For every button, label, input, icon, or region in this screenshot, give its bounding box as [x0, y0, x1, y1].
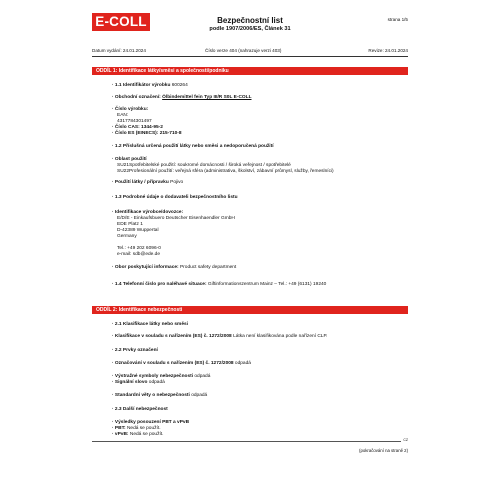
- continued-note: (pokračování na straně 2): [359, 448, 408, 453]
- product-identifier: [112, 83, 188, 89]
- section-2-heading: ODDÍL 2: Identifikace nebezpečnosti: [92, 306, 408, 314]
- label-reg-value: odpadá: [234, 361, 251, 366]
- section-1-2-heading: · 1.2 Příslušná určená použití látky nebo směsi a nedoporučená použití: [112, 144, 274, 149]
- use-label: · Použití látky / přípravku: [112, 180, 169, 185]
- su22-row: [117, 169, 334, 175]
- su22-code: SU22: [117, 169, 129, 174]
- revision-date: Revize: 24.01.2024: [368, 48, 408, 53]
- s14-label: · 1.4 Telefonní číslo pro naléhavé situace:: [112, 282, 207, 287]
- signal-word: [112, 380, 165, 386]
- version-number: Číslo verze 404 (nahrazuje verzi 403): [205, 48, 282, 53]
- su21-code: SU21: [117, 163, 129, 168]
- supplier-line: EDE Platz 1: [117, 222, 143, 227]
- pictograms-label: · Výstražné symboly nebezpečnosti: [112, 374, 194, 379]
- substance-use: [112, 180, 183, 186]
- pictograms-value: odpadá: [194, 374, 211, 379]
- label-reg-label: · Označování v souladu s nařízením (ES) č. 1272/2008: [112, 361, 234, 366]
- footer-divider: [92, 441, 408, 442]
- trade-value: Ölbindemittel fein Typ III/R S0L E-COLL: [162, 95, 252, 100]
- pbt-value: Nedá se použít.: [126, 426, 161, 431]
- supplier-line: E/D/E - Einkaufsbuero Deutscher Eisenhaendler GmbH: [117, 216, 235, 221]
- footer-language-code: CZ: [403, 438, 408, 442]
- supplier-label: · Identifikace výrobce/dovozce:: [112, 210, 184, 215]
- product-number-label: · Číslo výrobku:: [112, 107, 149, 112]
- use-area-label: · Oblast použití: [112, 157, 147, 162]
- pbt-heading: · Výsledky posouzení PBT a vPvB: [112, 420, 190, 425]
- supplier-phone: Tel.: +49 202 6096-0: [117, 246, 161, 251]
- emergency-phone: [112, 282, 326, 288]
- section-2-1-heading: · 2.1 Klasifikace látky nebo směsi: [112, 322, 188, 327]
- hazard-value: odpadá: [191, 393, 208, 398]
- cas-number: · Číslo CAS: 1344-95-2: [112, 125, 163, 130]
- labelling: [112, 361, 251, 367]
- signal-value: odpadá: [148, 380, 165, 385]
- section-2-2-heading: · 2.2 Prvky označení: [112, 348, 158, 353]
- s11-label: · 1.1 Identifikátor výrobku: [112, 83, 171, 88]
- info-label: · Obor poskytující informace:: [112, 265, 179, 270]
- classification: [112, 334, 327, 340]
- su21-text: Spotřebitelské použití: soukromé domácnosti / široká veřejnost / spotřebitelé: [129, 163, 291, 168]
- ean-value: 4317784301497: [117, 119, 152, 124]
- hazard-label: · Standardní věty o nebezpečnosti: [112, 393, 190, 398]
- page-number: strana 1/5: [387, 17, 408, 22]
- supplier-line: D-42389 Wuppertal: [117, 228, 159, 233]
- print-date: Datum vydání: 24.01.2024: [92, 48, 146, 53]
- ean-label: EAN:: [117, 113, 129, 118]
- vpvb-value: Nedá se použít.: [129, 432, 164, 437]
- section-1-heading: ODDÍL 1: Identifikace látky/směsi a společnosti/podniku: [92, 67, 408, 75]
- class-value: Látka není klasifikována podle nařízení CLP.: [233, 334, 328, 339]
- use-value: Pojivo: [170, 180, 184, 185]
- supplier-line: Germany: [117, 234, 137, 239]
- supplier-email: e-mail: sdb@ede.de: [117, 252, 161, 257]
- ec-number: · Číslo ES (EINECS): 215-710-8: [112, 131, 182, 136]
- vpvb-row: [112, 432, 163, 438]
- class-label: · Klasifikace v souladu s nařízením (ES) č. 1272/2008: [112, 334, 232, 339]
- pbt-label: · PBT:: [112, 426, 126, 431]
- s14-value: Giftinformationszentrum Mainz – Tel.: +49 (6131) 19240: [207, 282, 327, 287]
- su22-text: Profesionální použití: veřejná sféra (administrativa, školství, zábavní průmysl, služby, řemeslníci): [129, 169, 334, 174]
- hazard-statements: [112, 393, 207, 399]
- info-value: Product safety department: [179, 265, 237, 270]
- header-divider: [92, 56, 408, 57]
- information-department: [112, 265, 236, 271]
- trade-name: [112, 95, 252, 101]
- document-title: Bezpečnostní list: [217, 16, 283, 25]
- signal-label: · Signální slovo: [112, 380, 148, 385]
- section-1-3-heading: · 1.3 Podrobné údaje o dodavateli bezpečnostního listu: [112, 195, 238, 200]
- document-subtitle: podle 1907/2006/ES, Článek 31: [209, 26, 291, 32]
- trade-label: · Obchodní označení:: [112, 95, 161, 100]
- s11-value: 600264: [171, 83, 188, 88]
- section-2-3-heading: · 2.3 Další nebezpečnost: [112, 407, 168, 412]
- vpvb-label: · vPvB:: [112, 432, 129, 437]
- e-coll-logo: E-COLL: [92, 13, 150, 31]
